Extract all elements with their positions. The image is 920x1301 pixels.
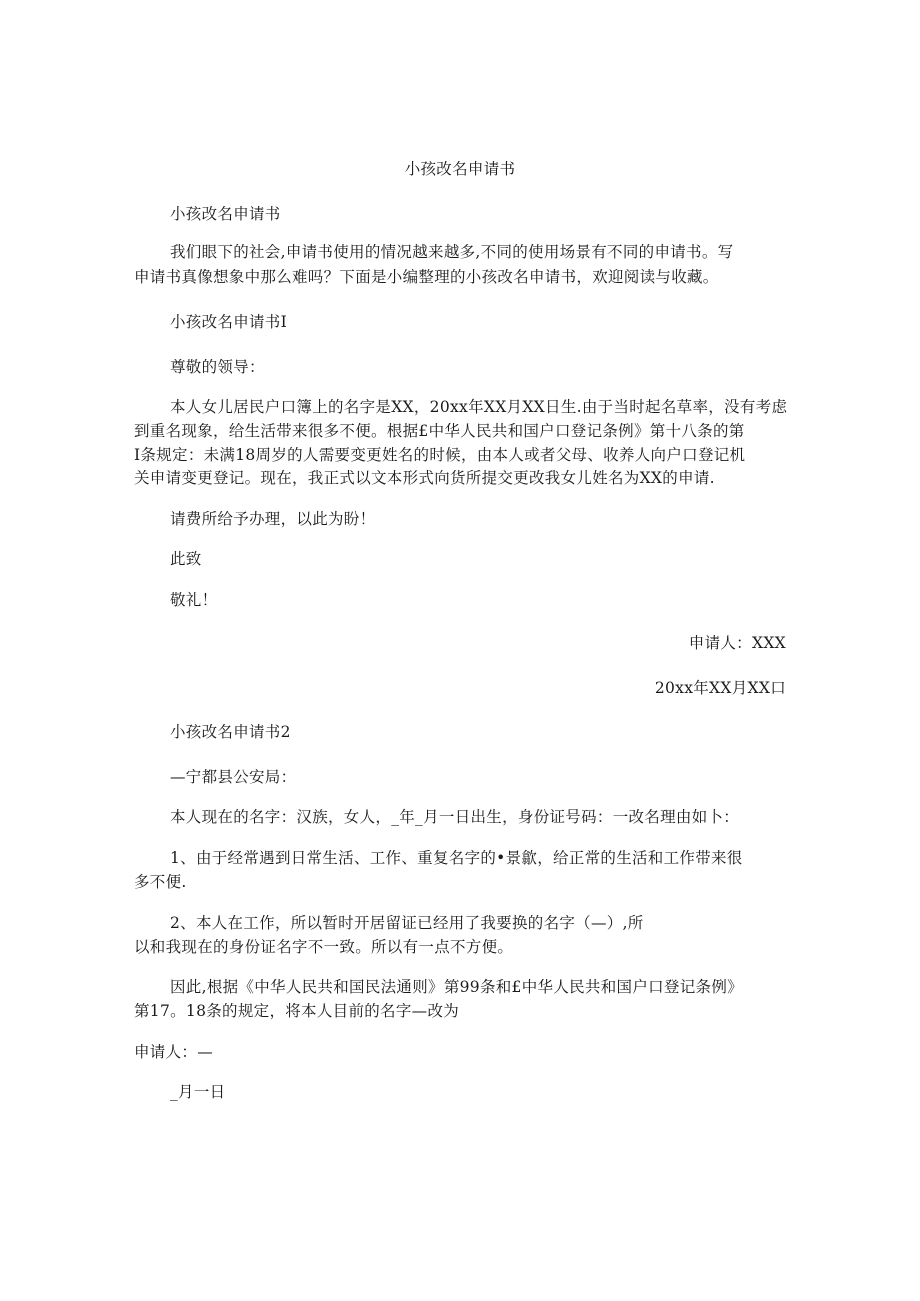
letter2-line-1: 本人现在的名字：汉族，女人，_年_月一日出生，身份证号码：一改名理由如卜： <box>170 808 740 826</box>
letter2-reason2-line-2: 以和我现在的身份证名字不一致。所以有一点不方便。 <box>134 938 514 956</box>
letter1-closing-1: 此致 <box>170 550 202 568</box>
letter2-heading: 小孩改名申请书2 <box>170 723 291 741</box>
letter1-closing-2: 敬礼！ <box>170 591 218 609</box>
letter1-request: 请费所给予办理，以此为盼！ <box>170 510 376 528</box>
letter1-salutation: 尊敬的领导： <box>170 358 265 376</box>
letter2-reason1-line-2: 多不便. <box>134 873 187 891</box>
intro-line-2: 申请书真像想象中那么难吗？下面是小编整理的小孩改名申请书，欢迎阅读与收藏。 <box>134 268 719 286</box>
letter1-heading: 小孩改名申请书I <box>170 313 288 331</box>
letter2-date: _月一日 <box>170 1083 226 1101</box>
letter1-body-line-4: 关申请变更登记。现在，我正式以文本形式向货所提交更改我女儿姓名为XX的申请. <box>134 469 715 487</box>
letter1-body-line-3: I条规定：未满18周岁的人需要变更姓名的时候，由本人或者父母、收养人向户口登记机 <box>134 446 746 464</box>
letter2-recipient: —宁都县公安局： <box>170 768 297 786</box>
document-subtitle: 小孩改名申请书 <box>170 205 281 223</box>
letter1-applicant: 申请人：XXX <box>688 634 786 652</box>
intro-line-1: 我们眼下的社会,申请书使用的情况越来越多,不同的使用场景有不同的申请书。写 <box>170 243 734 261</box>
letter2-reason2-line-1: 2、本人在工作，所以暂时开居留证已经用了我要换的名字（—）,所 <box>170 914 644 932</box>
letter2-applicant: 申请人：— <box>134 1043 214 1061</box>
letter2-basis-line-1: 因此,根据《中华人民共和国民法通则》第99条和£中华人民共和国户口登记条例》 <box>170 978 743 996</box>
letter1-date: 20xx年XX月XX口 <box>654 679 786 697</box>
letter2-basis-line-2: 第17。18条的规定，将本人目前的名字—改为 <box>134 1002 460 1020</box>
letter1-body-line-1: 本人女儿居民户口簿上的名字是XX，20xx年XX月XX日生.由于当时起名草率，没有考虑 <box>170 398 788 416</box>
letter1-body-line-2: 到重名现象，给生活带来很多不便。根据£中华人民共和国户口登记条例》第十八条的第 <box>134 422 745 440</box>
document-title: 小孩改名申请书 <box>404 160 516 178</box>
letter2-reason1-line-1: 1、由于经常遇到日常生活、工作、重复名字的•景歙，给正常的生活和工作带来很 <box>170 849 743 867</box>
